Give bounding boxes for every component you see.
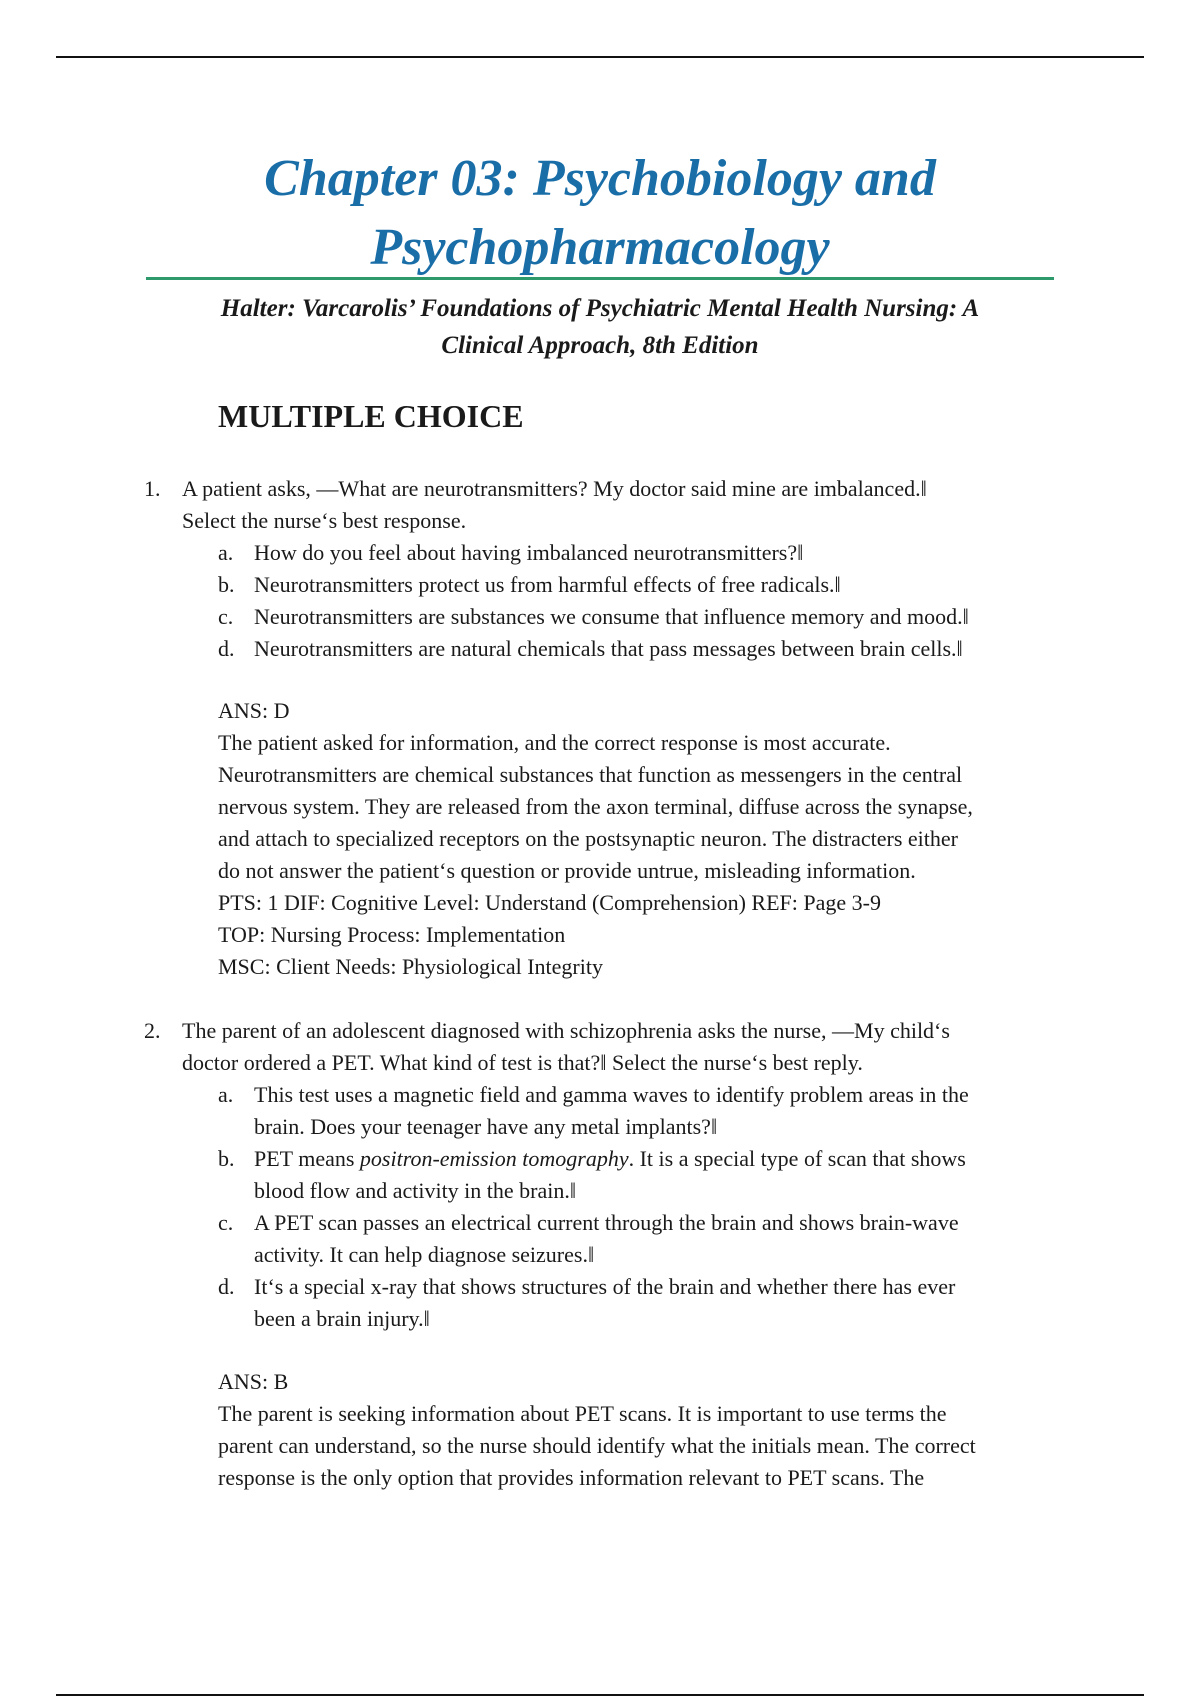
chapter-title-line-1: Chapter 03: Psychobiology and	[264, 150, 936, 207]
meta-line: PTS: 1 DIF: Cognitive Level: Understand (Comprehension) REF: Page 3-9	[218, 890, 881, 915]
answer-block-1	[218, 695, 1068, 983]
meta-line: MSC: Client Needs: Physiological Integrity	[218, 954, 603, 979]
rationale-line: The patient asked for information, and the correct response is most accurate.	[218, 730, 891, 755]
answer-options	[218, 1079, 1064, 1335]
top-rule	[56, 56, 1144, 58]
option-d: d. Neurotransmitters are natural chemicals that pass messages between brain cells.‖	[218, 636, 963, 661]
title-underline	[146, 277, 1054, 280]
chapter-title-block	[146, 144, 1054, 282]
book-subtitle-line-2: Clinical Approach, 8th Edition	[441, 332, 759, 359]
rationale-line: do not answer the patient‘s question or provide untrue, misleading information.	[218, 858, 916, 883]
rationale-line: and attach to specialized receptors on the postsynaptic neuron. The distracters either	[218, 826, 958, 851]
rationale-line: response is the only option that provides information relevant to PET scans. The	[218, 1465, 925, 1490]
book-subtitle-line-1: Halter: Varcarolis’ Foundations of Psychiatric Mental Health Nursing: A	[220, 295, 980, 322]
question-stem: The parent of an adolescent diagnosed with schizophrenia asks the nurse, ―My child‘s doctor ordered a PET. What kind of test is that?‖ Select the nurse‘s best reply.	[182, 1018, 950, 1075]
question-number: 2.	[144, 1018, 161, 1043]
chapter-title	[146, 144, 1054, 282]
bottom-rule	[56, 1694, 1144, 1696]
question-stem: A patient asks, ―What are neurotransmitters? My doctor said mine are imbalanced.‖ Select the nurse‘s best response.	[182, 476, 927, 533]
question-1	[144, 473, 1064, 665]
meta-line: TOP: Nursing Process: Implementation	[218, 922, 566, 947]
chapter-title-line-2: Psychopharmacology	[370, 219, 830, 276]
option-a: a. This test uses a magnetic field and gamma waves to identify problem areas in the brain. Does your teenager have any metal implants?‖	[218, 1082, 969, 1139]
book-subtitle	[146, 290, 1054, 364]
option-a: a. How do you feel about having imbalanced neurotransmitters?‖	[218, 540, 804, 565]
emphasized-term: positron-emission tomography	[359, 1146, 629, 1171]
answer-key: ANS: B	[218, 1369, 289, 1394]
question-2	[144, 1015, 1064, 1335]
option-b: b. Neurotransmitters protect us from harmful effects of free radicals.‖	[218, 572, 841, 597]
option-b: b. PET means positron-emission tomography. It is a special type of scan that shows blood flow and activity in the brain.‖	[218, 1146, 966, 1203]
answer-key: ANS: D	[218, 698, 290, 723]
rationale-line: The parent is seeking information about PET scans. It is important to use terms the	[218, 1401, 947, 1426]
rationale-line: parent can understand, so the nurse should identify what the initials mean. The correct	[218, 1433, 976, 1458]
rationale-line: Neurotransmitters are chemical substances that function as messengers in the central	[218, 762, 963, 787]
option-c: c. Neurotransmitters are substances we consume that influence memory and mood.‖	[218, 604, 969, 629]
option-d: d. It‘s a special x-ray that shows structures of the brain and whether there has ever been a brain injury.‖	[218, 1274, 956, 1331]
answer-block-2	[218, 1366, 1068, 1494]
answer-options	[218, 537, 1064, 665]
question-number: 1.	[144, 476, 161, 501]
rationale-line: nervous system. They are released from the axon terminal, diffuse across the synapse,	[218, 794, 973, 819]
section-heading: MULTIPLE CHOICE	[218, 398, 524, 434]
option-c: c. A PET scan passes an electrical current through the brain and shows brain-wave activity. It can help diagnose seizures.‖	[218, 1210, 959, 1267]
